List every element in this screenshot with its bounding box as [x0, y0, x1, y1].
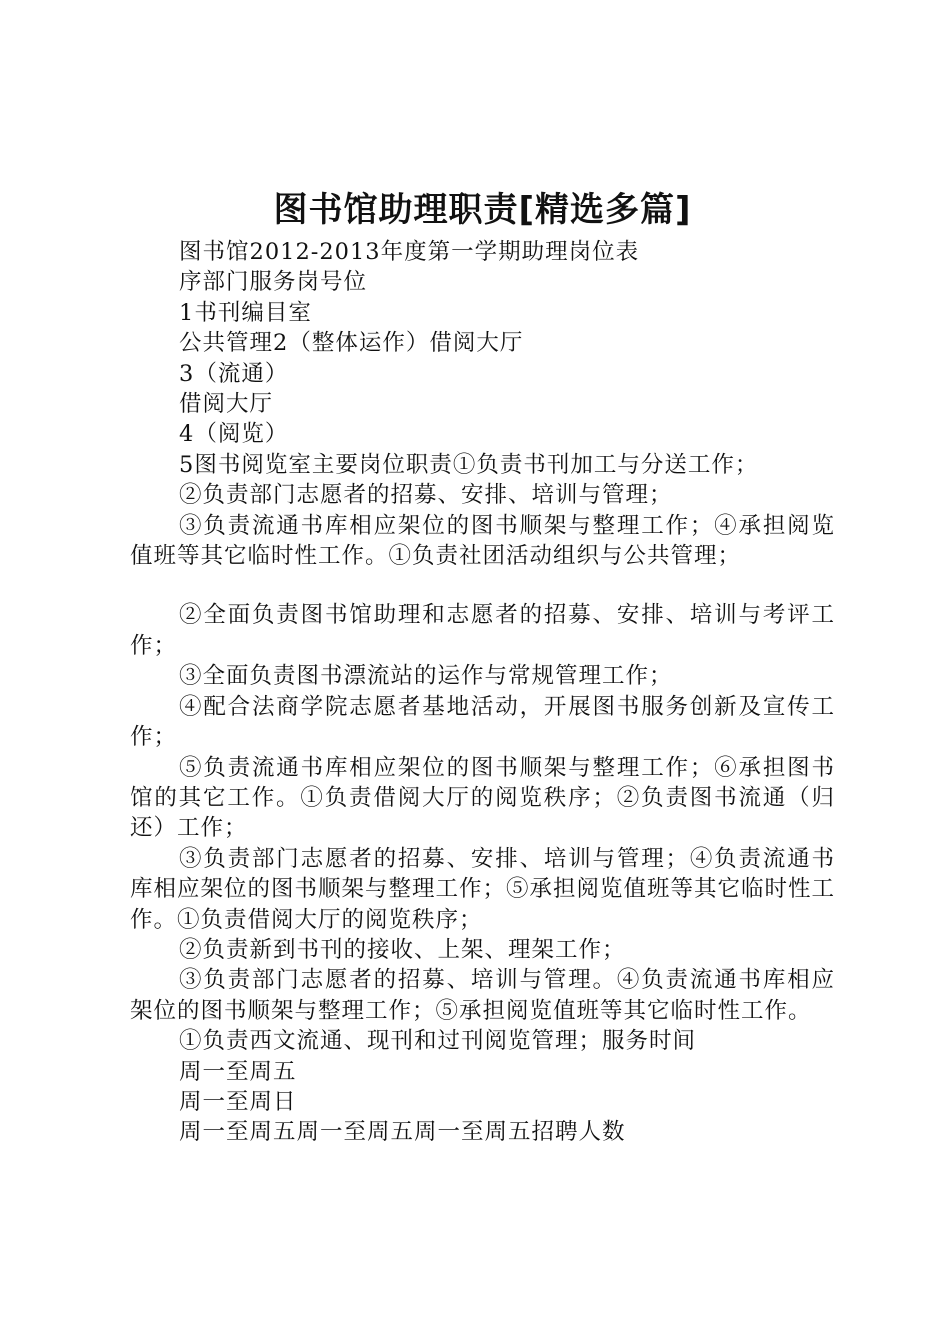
paragraph: 5图书阅览室主要岗位职责①负责书刊加工与分送工作； — [179, 451, 759, 478]
paragraph-gap — [130, 571, 835, 600]
paragraph: 公共管理2（整体运作）借阅大厅 — [179, 330, 524, 357]
paragraph: ⑤负责流通书库相应架位的图书顺架与整理工作；⑥承担图书馆的其它工作。①负责借阅大厅的阅览秩序；②负责图书流通（归还）工作； — [130, 754, 835, 842]
paragraph: ③负责流通书库相应架位的图书顺架与整理工作；④承担阅览值班等其它临时性工作。①负责社团活动组织与公共管理； — [130, 512, 835, 570]
paragraph: ③全面负责图书漂流站的运作与常规管理工作； — [179, 663, 673, 690]
paragraph: 借阅大厅 — [179, 391, 274, 418]
paragraph: ②全面负责图书馆助理和志愿者的招募、安排、培训与考评工作； — [130, 602, 835, 659]
paragraph: 图书馆2012-2013年度第一学期助理岗位表 — [179, 239, 640, 265]
paragraph: ④配合法商学院志愿者基地活动，开展图书服务创新及宣传工作； — [130, 693, 835, 751]
document-page — [130, 183, 835, 1148]
paragraph: 周一至周五 — [179, 1058, 297, 1085]
paragraph: 序部门服务岗号位 — [179, 269, 368, 296]
paragraph: 周一至周五周一至周五周一至周五招聘人数 — [179, 1119, 626, 1146]
paragraph: ②负责新到书刊的接收、上架、理架工作； — [179, 936, 626, 963]
paragraph: 1书刊编目室 — [179, 299, 312, 326]
paragraph: 3（流通） — [179, 360, 289, 387]
paragraph: 4（阅览） — [179, 421, 289, 448]
paragraph: ③负责部门志愿者的招募、安排、培训与管理；④负责流通书库相应架位的图书顺架与整理工作；⑤承担阅览值班等其它临时性工作。①负责借阅大厅的阅览秩序； — [130, 845, 836, 933]
document-title: 图书馆助理职责[精选多篇] — [273, 190, 692, 230]
paragraph: 周一至周日 — [179, 1088, 297, 1115]
paragraph: ③负责部门志愿者的招募、培训与管理。④负责流通书库相应架位的图书顺架与整理工作；⑤承担阅览值班等其它临时性工作。 — [130, 967, 835, 1024]
paragraph: ①负责西文流通、现刊和过刊阅览管理；服务时间 — [179, 1028, 697, 1055]
paragraph: ②负责部门志愿者的招募、安排、培训与管理； — [179, 482, 673, 509]
